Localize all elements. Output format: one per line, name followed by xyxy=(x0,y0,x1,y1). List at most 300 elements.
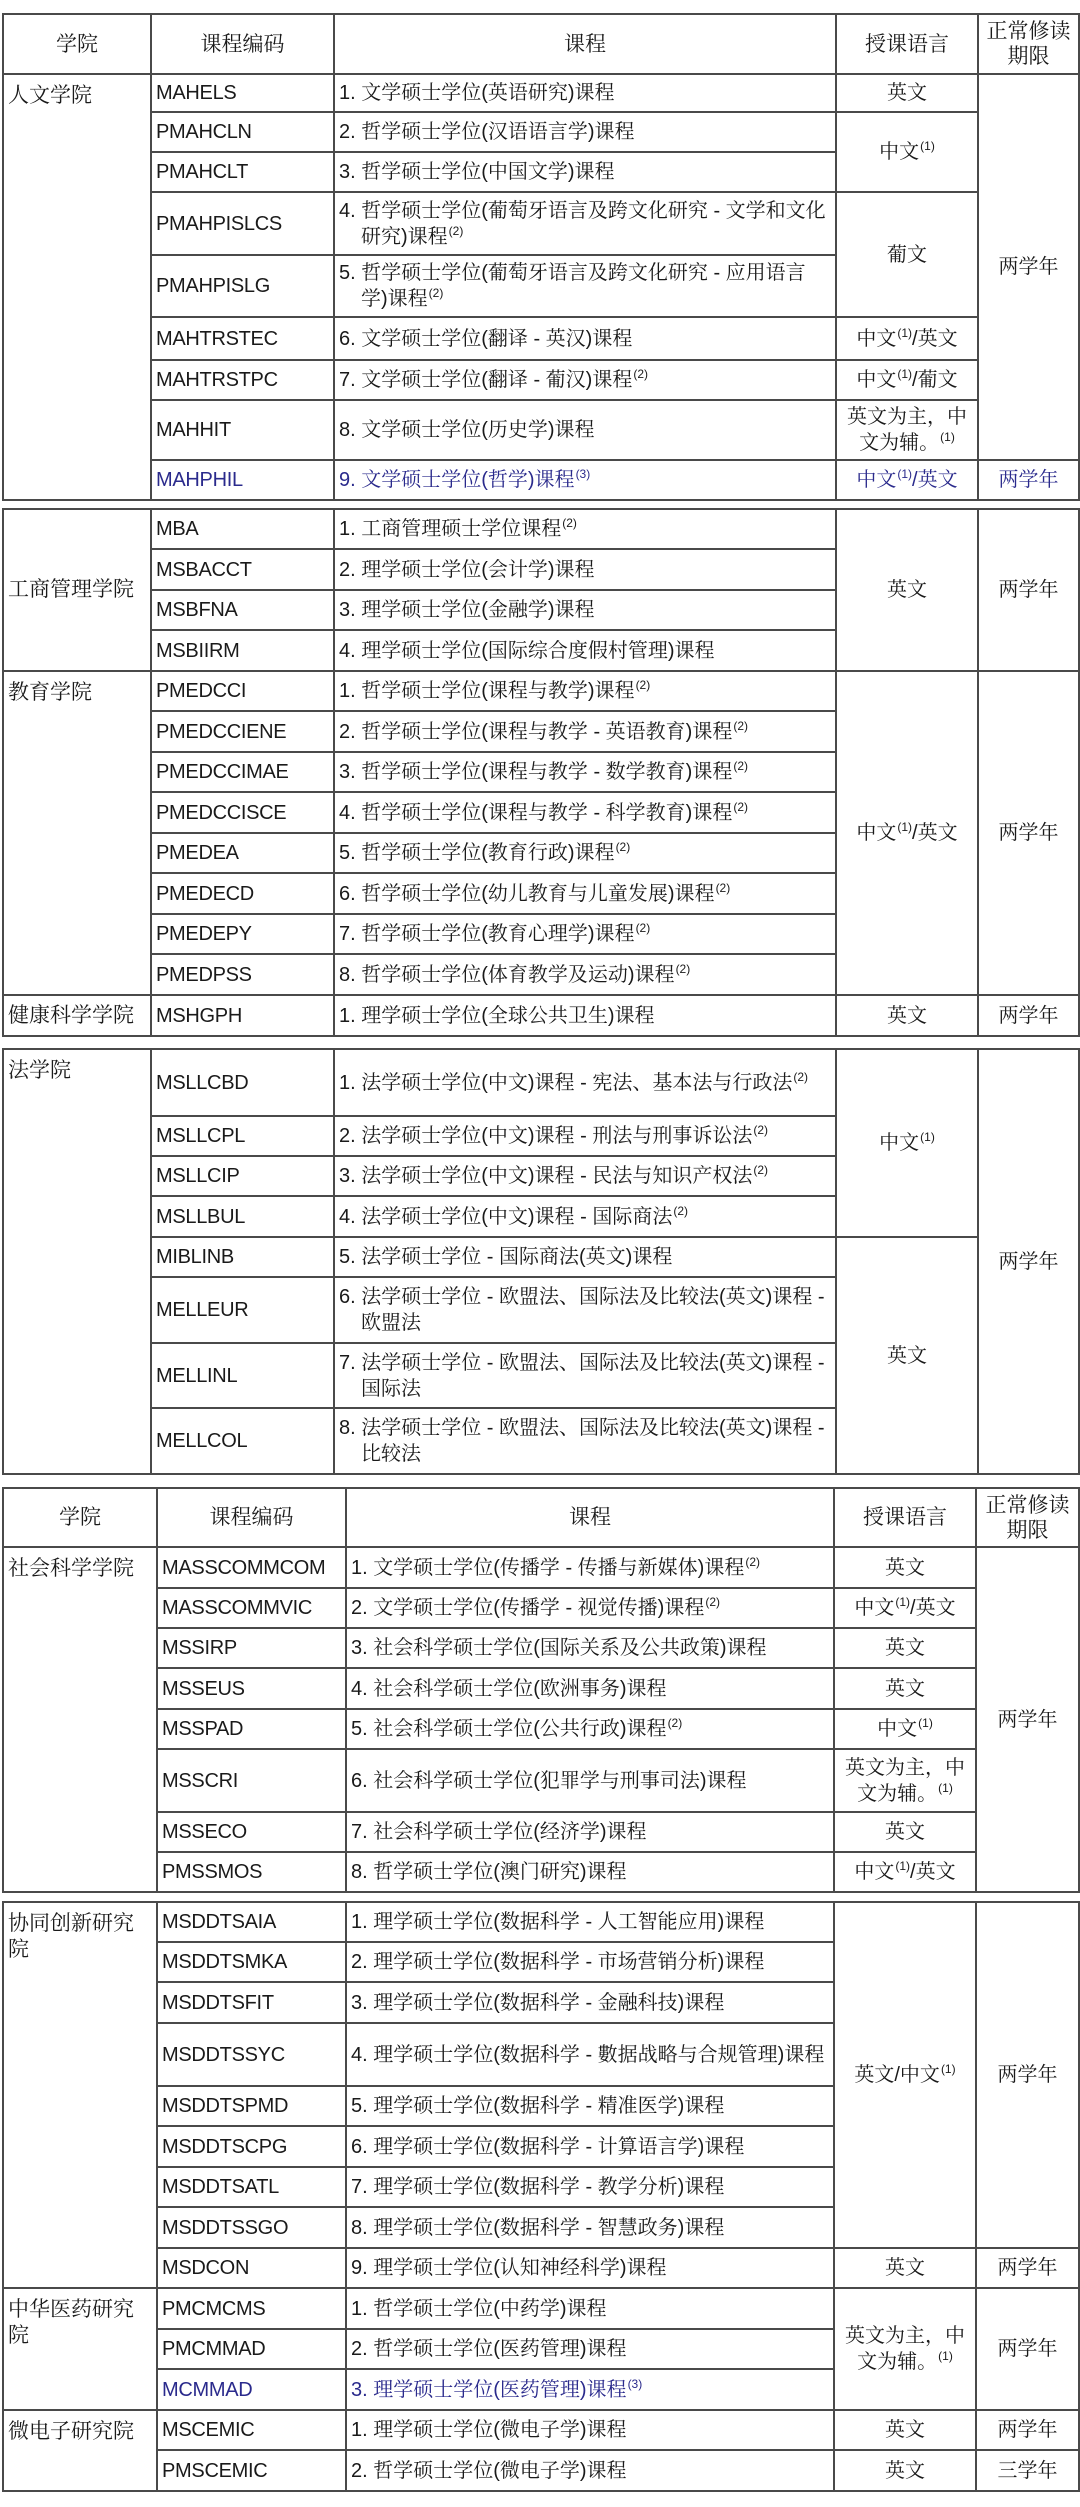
program-code: PMEDECD xyxy=(151,873,334,914)
program-title: 7. 理学硕士学位(数据科学 - 教学分析)课程 xyxy=(351,2176,725,2198)
table-row xyxy=(3,1547,1079,1588)
school-cell: 微电子研究院 xyxy=(3,2410,157,2491)
program-name-text xyxy=(339,759,831,785)
footnote-marker: (1) xyxy=(940,2062,956,2077)
teaching-language xyxy=(834,1547,976,1588)
program-title: 3. 哲学硕士学位(中国文学)课程 xyxy=(339,161,615,183)
program-title: 5. 法学硕士学位 - 国际商法(英文)课程 xyxy=(339,1246,673,1268)
footnote-marker: (1) xyxy=(920,1130,935,1145)
program-name xyxy=(334,1277,836,1343)
header-duration: 正常修读期限 xyxy=(978,14,1079,74)
program-title: 8. 理学硕士学位(数据科学 - 智慧政务)课程 xyxy=(351,2216,725,2239)
table-section xyxy=(2,1901,1078,2492)
program-name-text xyxy=(339,1284,831,1336)
study-duration: 两学年 xyxy=(976,2248,1079,2288)
program-code: MSBFNA xyxy=(151,590,334,630)
teaching-language xyxy=(836,360,978,400)
table-row xyxy=(3,1902,1079,1942)
program-name-text xyxy=(351,1555,829,1581)
table-row xyxy=(3,995,1079,1036)
language-text: 中文 xyxy=(879,141,920,163)
program-title: 4. 哲学硕士学位(课程与教学 - 科学教育)课程 xyxy=(339,801,733,824)
program-name-text xyxy=(339,198,831,250)
table-section xyxy=(2,508,1078,1037)
table-row xyxy=(3,671,1079,711)
footnote-marker: (2) xyxy=(635,678,651,693)
program-title: 1. 理学硕士学位(数据科学 - 人工智能应用)课程 xyxy=(351,1911,765,1933)
program-name xyxy=(346,2167,834,2207)
program-code: MSSIRP xyxy=(157,1628,346,1668)
table-row xyxy=(3,360,1079,400)
program-name xyxy=(334,954,836,995)
teaching-language xyxy=(836,509,978,671)
language-text: 英文 xyxy=(885,1556,925,1579)
program-title: 7. 文学硕士学位(翻译 - 葡汉)课程 xyxy=(339,369,633,391)
program-table xyxy=(2,13,1080,501)
program-code: PMEDEPY xyxy=(151,914,334,954)
table-row xyxy=(3,460,1079,500)
language-text: 英文 xyxy=(885,1821,925,1843)
program-code: MBA xyxy=(151,509,334,549)
program-code: MAHTRSTEC xyxy=(151,317,334,360)
program-code: MSLLBUL xyxy=(151,1196,334,1237)
footnote-marker: (1) xyxy=(897,325,913,340)
program-name xyxy=(346,1852,834,1892)
program-name xyxy=(346,1628,834,1668)
program-name xyxy=(346,2086,834,2126)
program-table xyxy=(2,1048,1080,1475)
program-code: MAHELS xyxy=(151,74,334,112)
language-text: 英文/中文 xyxy=(854,2064,940,2086)
teaching-language xyxy=(834,1749,976,1812)
program-title: 2. 哲学硕士学位(课程与教学 - 英语教育)课程 xyxy=(339,720,733,743)
program-name xyxy=(334,1343,836,1408)
footnote-marker: (2) xyxy=(793,1069,809,1084)
teaching-language xyxy=(836,1237,978,1474)
language-secondary: /葡文 xyxy=(912,369,958,391)
program-name-text xyxy=(351,1716,829,1742)
program-title: 2. 理学硕士学位(数据科学 - 市场营销分析)课程 xyxy=(351,1951,765,1973)
school-cell: 教育学院 xyxy=(3,671,151,995)
program-title: 2. 法学硕士学位(中文)课程 - 刑法与刑事诉讼法 xyxy=(339,1125,753,1147)
table-row xyxy=(3,192,1079,255)
program-name xyxy=(346,1812,834,1852)
study-duration: 两学年 xyxy=(976,1902,1079,2248)
language-text: 英文 xyxy=(887,579,927,601)
footnote-marker: (2) xyxy=(667,1716,683,1731)
program-name-text xyxy=(339,516,831,542)
table-row xyxy=(3,74,1079,112)
program-name-text xyxy=(339,1123,831,1149)
footnote-marker: (2) xyxy=(562,516,577,531)
teaching-language xyxy=(836,1049,978,1237)
program-name xyxy=(346,2450,834,2491)
footnote-marker: (1) xyxy=(938,2349,953,2364)
teaching-language xyxy=(834,1668,976,1709)
program-title: 6. 哲学硕士学位(幼儿教育与儿童发展)课程 xyxy=(339,882,715,905)
program-code: MSDDTSPMD xyxy=(157,2086,346,2126)
program-name xyxy=(346,1942,834,1982)
header-duration: 正常修读期限 xyxy=(976,1488,1079,1547)
program-name-text xyxy=(339,417,831,443)
program-title: 4. 哲学硕士学位(葡萄牙语言及跨文化研究 - 文学和文化研究)课程 xyxy=(339,199,826,248)
program-name xyxy=(334,995,836,1036)
program-title: 1. 文学硕士学位(英语研究)课程 xyxy=(339,82,615,104)
program-name xyxy=(334,317,836,360)
program-name xyxy=(334,873,836,914)
program-title: 5. 社会科学硕士学位(公共行政)课程 xyxy=(351,1718,667,1740)
program-name xyxy=(334,671,836,711)
program-code: MSBACCT xyxy=(151,549,334,590)
program-code: MSBIIRM xyxy=(151,630,334,671)
program-name-text xyxy=(351,2215,829,2241)
table-row xyxy=(3,509,1079,549)
program-title: 2. 哲学硕士学位(微电子学)课程 xyxy=(351,2459,627,2482)
footnote-marker: (2) xyxy=(753,1123,769,1138)
program-title: 4. 社会科学硕士学位(欧洲事务)课程 xyxy=(351,1677,667,1700)
teaching-language xyxy=(834,2288,976,2410)
table-row xyxy=(3,2248,1079,2288)
program-title: 3. 理学硕士学位(医药管理)课程 xyxy=(351,2378,627,2401)
program-name xyxy=(334,1237,836,1277)
program-title: 4. 法学硕士学位(中文)课程 - 国际商法 xyxy=(339,1205,673,1228)
program-code: PMCMMAD xyxy=(157,2329,346,2369)
teaching-language xyxy=(836,192,978,317)
study-duration: 两学年 xyxy=(978,509,1079,671)
program-code: MAHTRSTPC xyxy=(151,360,334,400)
program-code: MELLEUR xyxy=(151,1277,334,1343)
program-name-text xyxy=(351,2134,829,2160)
program-name xyxy=(346,1749,834,1812)
language-text: 中文 xyxy=(856,469,897,491)
footnote-marker: (1) xyxy=(895,1595,911,1610)
footnote-marker: (1) xyxy=(897,820,913,835)
program-name-text xyxy=(339,326,831,352)
header-course: 课程 xyxy=(346,1488,834,1547)
study-duration: 两学年 xyxy=(978,995,1079,1036)
program-title: 8. 哲学硕士学位(澳门研究)课程 xyxy=(351,1861,627,1883)
table-row xyxy=(3,400,1079,460)
program-name-text xyxy=(339,119,831,145)
program-name xyxy=(334,152,836,192)
program-name-text xyxy=(339,159,831,185)
program-name xyxy=(346,2207,834,2248)
program-title: 2. 理学硕士学位(会计学)课程 xyxy=(339,558,595,581)
program-title: 6. 理学硕士学位(数据科学 - 计算语言学)课程 xyxy=(351,2135,745,2158)
program-name xyxy=(334,630,836,671)
program-code: MSSECO xyxy=(157,1812,346,1852)
program-name-text xyxy=(339,921,831,947)
program-title: 5. 哲学硕士学位(教育行政)课程 xyxy=(339,842,615,864)
language-text: 英文为主，中文为辅。 xyxy=(845,2325,965,2373)
table-row xyxy=(3,317,1079,360)
language-text: 中文 xyxy=(856,327,897,350)
header-row xyxy=(3,1488,1079,1547)
program-name-text xyxy=(351,2174,829,2200)
footnote-marker: (1) xyxy=(940,430,955,445)
footnote-marker: (2) xyxy=(715,880,731,895)
program-name xyxy=(334,400,836,460)
program-code: MSSPAD xyxy=(157,1709,346,1749)
program-name xyxy=(334,833,836,873)
language-text: 中文 xyxy=(879,1132,920,1154)
program-title: 6. 文学硕士学位(翻译 - 英汉)课程 xyxy=(339,327,633,350)
program-name-text xyxy=(351,2417,829,2443)
footnote-marker: (2) xyxy=(675,961,691,976)
study-duration: 三学年 xyxy=(976,2450,1079,2491)
program-code: PMAHCLN xyxy=(151,112,334,152)
program-code: MSCEMIC xyxy=(157,2410,346,2450)
program-code: PMAHPISLCS xyxy=(151,192,334,255)
program-title: 9. 文学硕士学位(哲学)课程 xyxy=(339,469,575,491)
program-name xyxy=(334,711,836,752)
footnote-marker: (2) xyxy=(705,1595,721,1610)
program-name-text xyxy=(339,1163,831,1189)
program-code: MCMMAD xyxy=(157,2369,346,2410)
program-name-text xyxy=(339,638,831,664)
teaching-language xyxy=(834,1709,976,1749)
program-code: PMEDCCIENE xyxy=(151,711,334,752)
program-code: PMSSMOS xyxy=(157,1852,346,1892)
table-row xyxy=(3,1049,1079,1116)
header-course: 课程 xyxy=(334,14,836,74)
program-code: MSDCON xyxy=(157,2248,346,2288)
program-name xyxy=(346,2288,834,2329)
language-secondary: /英文 xyxy=(912,327,958,350)
program-name-text xyxy=(351,1819,829,1845)
program-code: PMAHPISLG xyxy=(151,255,334,317)
program-code: MELLINL xyxy=(151,1343,334,1408)
program-title: 4. 理学硕士学位(国际综合度假村管理)课程 xyxy=(339,639,715,662)
program-name-text xyxy=(351,2296,829,2322)
teaching-language xyxy=(834,2450,976,2491)
program-name-text xyxy=(339,1350,831,1402)
program-title: 3. 理学硕士学位(金融学)课程 xyxy=(339,599,595,621)
footnote-marker: (1) xyxy=(897,467,913,482)
table-section xyxy=(2,13,1078,501)
program-code: PMEDCCI xyxy=(151,671,334,711)
program-title: 2. 哲学硕士学位(医药管理)课程 xyxy=(351,2338,627,2360)
language-text: 葡文 xyxy=(887,243,927,266)
program-title: 5. 理学硕士学位(数据科学 - 精准医学)课程 xyxy=(351,2095,725,2117)
program-title: 5. 哲学硕士学位(葡萄牙语言及跨文化研究 - 应用语言学)课程 xyxy=(339,262,806,310)
program-title: 6. 法学硕士学位 - 欧盟法、国际法及比较法(英文)课程 - 欧盟法 xyxy=(339,1286,825,1334)
table-row xyxy=(3,2288,1079,2329)
program-name xyxy=(346,2023,834,2086)
program-title: 1. 理学硕士学位(微电子学)课程 xyxy=(351,2419,627,2441)
program-name xyxy=(334,914,836,954)
table-row xyxy=(3,1852,1079,1892)
footnote-marker: (1) xyxy=(918,1716,933,1731)
language-text: 中文 xyxy=(877,1718,918,1740)
teaching-language xyxy=(834,1902,976,2248)
program-code: MASSCOMMCOM xyxy=(157,1547,346,1588)
school-cell: 人文学院 xyxy=(3,74,151,500)
program-name xyxy=(334,192,836,255)
program-name-text xyxy=(351,1990,829,2016)
footnote-marker: (2) xyxy=(428,286,444,301)
language-text: 英文 xyxy=(885,2419,925,2441)
program-name xyxy=(346,1902,834,1942)
program-name-text xyxy=(351,1635,829,1661)
program-title: 3. 哲学硕士学位(课程与教学 - 数学教育)课程 xyxy=(339,761,733,783)
program-name xyxy=(346,1588,834,1628)
teaching-language xyxy=(836,671,978,995)
language-secondary: /英文 xyxy=(910,1597,956,1619)
program-title: 2. 哲学硕士学位(汉语语言学)课程 xyxy=(339,121,635,143)
language-secondary: /英文 xyxy=(910,1861,956,1883)
program-title: 1. 工商管理硕士学位课程 xyxy=(339,518,562,540)
program-code: MAHHIT xyxy=(151,400,334,460)
footnote-marker: (2) xyxy=(673,1203,689,1218)
program-code: MSDDTSFIT xyxy=(157,1982,346,2023)
program-code: MSLLCIP xyxy=(151,1156,334,1196)
program-name xyxy=(346,2369,834,2410)
program-name-text xyxy=(351,2255,829,2281)
program-name-text xyxy=(351,1676,829,1702)
teaching-language xyxy=(836,317,978,360)
program-title: 9. 理学硕士学位(认知神经科学)课程 xyxy=(351,2257,667,2279)
language-secondary: /英文 xyxy=(912,469,958,491)
study-duration: 两学年 xyxy=(976,1547,1079,1892)
program-name xyxy=(346,2248,834,2288)
school-cell: 社会科学学院 xyxy=(3,1547,157,1892)
teaching-language xyxy=(836,460,978,500)
program-name xyxy=(334,1408,836,1474)
study-duration: 两学年 xyxy=(978,1049,1079,1474)
header-language: 授课语言 xyxy=(836,14,978,74)
program-name-text xyxy=(351,2377,829,2403)
school-cell: 中华医药研究院 xyxy=(3,2288,157,2410)
program-name-text xyxy=(339,800,831,826)
program-name-text xyxy=(339,557,831,583)
program-name-text xyxy=(351,2042,829,2068)
school-cell: 健康科学学院 xyxy=(3,995,151,1036)
program-name xyxy=(346,2329,834,2369)
program-title: 4. 理学硕士学位(数据科学 - 數据战略与合规管理)课程 xyxy=(351,2043,825,2066)
study-duration: 两学年 xyxy=(976,2288,1079,2410)
program-name xyxy=(334,255,836,317)
program-name xyxy=(334,360,836,400)
program-code: PMEDEA xyxy=(151,833,334,873)
program-name-text xyxy=(339,881,831,907)
program-code: MIBLINB xyxy=(151,1237,334,1277)
footnote-marker: (2) xyxy=(448,223,464,238)
table-row xyxy=(3,1588,1079,1628)
study-duration: 两学年 xyxy=(976,2410,1079,2450)
school-cell: 协同创新研究院 xyxy=(3,1902,157,2288)
program-name-text xyxy=(339,678,831,704)
program-code: MSLLCPL xyxy=(151,1116,334,1156)
footnote-marker: (2) xyxy=(635,921,651,936)
table-row xyxy=(3,1237,1079,1277)
teaching-language xyxy=(836,74,978,112)
program-title: 2. 文学硕士学位(传播学 - 视觉传播)课程 xyxy=(351,1597,705,1619)
header-code: 课程编码 xyxy=(151,14,334,74)
program-name xyxy=(334,509,836,549)
teaching-language xyxy=(834,1628,976,1668)
language-text: 中文 xyxy=(856,369,897,391)
footnote-marker: (1) xyxy=(920,139,935,154)
program-code: PMEDCCIMAE xyxy=(151,752,334,792)
program-name xyxy=(334,1196,836,1237)
program-name-text xyxy=(351,1909,829,1935)
language-text: 中文 xyxy=(854,1597,895,1619)
header-school: 学院 xyxy=(3,1488,157,1547)
program-name-text xyxy=(339,1003,831,1029)
program-code: PMEDCCISCE xyxy=(151,792,334,833)
program-name xyxy=(334,549,836,590)
footnote-marker: (2) xyxy=(753,1163,769,1178)
program-name xyxy=(346,2410,834,2450)
program-title: 1. 哲学硕士学位(中药学)课程 xyxy=(351,2297,607,2320)
program-title: 8. 哲学硕士学位(体育教学及运动)课程 xyxy=(339,963,675,986)
table-section xyxy=(2,1048,1078,1475)
table-row xyxy=(3,112,1079,152)
language-text: 英文 xyxy=(887,1344,927,1367)
program-code: MSDDTSAIA xyxy=(157,1902,346,1942)
footnote-marker: (1) xyxy=(897,367,913,382)
program-title: 3. 法学硕士学位(中文)课程 - 民法与知识产权法 xyxy=(339,1165,753,1187)
program-name xyxy=(346,1547,834,1588)
program-title: 7. 法学硕士学位 - 欧盟法、国际法及比较法(英文)课程 - 国际法 xyxy=(339,1351,825,1400)
program-table xyxy=(2,1901,1080,2492)
teaching-language xyxy=(836,400,978,460)
program-name-text xyxy=(351,2458,829,2484)
program-name-text xyxy=(339,1204,831,1230)
program-name-text xyxy=(351,1595,829,1621)
program-title: 7. 哲学硕士学位(教育心理学)课程 xyxy=(339,923,635,945)
program-table xyxy=(2,1487,1080,1893)
program-code: MSSCRI xyxy=(157,1749,346,1812)
program-name xyxy=(334,792,836,833)
program-name xyxy=(334,460,836,500)
program-name xyxy=(346,2126,834,2167)
language-secondary: /英文 xyxy=(912,822,958,844)
language-text: 英文为主，中文为辅。 xyxy=(847,406,967,454)
footnote-marker: (3) xyxy=(627,2376,643,2391)
footnote-marker: (1) xyxy=(938,1780,953,1795)
program-name-text xyxy=(351,1859,829,1885)
program-name-text xyxy=(351,2336,829,2362)
program-name-text xyxy=(339,1415,831,1467)
program-code: MAHPHIL xyxy=(151,460,334,500)
program-title: 1. 文学硕士学位(传播学 - 传播与新媒体)课程 xyxy=(351,1556,745,1579)
program-name-text xyxy=(339,597,831,623)
language-text: 英文为主，中文为辅。 xyxy=(845,1756,965,1805)
program-name xyxy=(334,752,836,792)
program-name-text xyxy=(339,840,831,866)
footnote-marker: (2) xyxy=(733,759,749,774)
program-title: 3. 理学硕士学位(数据科学 - 金融科技)课程 xyxy=(351,1991,725,2014)
school-cell: 法学院 xyxy=(3,1049,151,1474)
program-code: MSDDTSSYC xyxy=(157,2023,346,2086)
study-duration: 两学年 xyxy=(978,671,1079,995)
teaching-language xyxy=(836,995,978,1036)
program-name xyxy=(334,74,836,112)
footnote-marker: (2) xyxy=(745,1554,761,1569)
program-title: 8. 文学硕士学位(历史学)课程 xyxy=(339,419,595,441)
table-row xyxy=(3,1709,1079,1749)
program-name-text xyxy=(351,1949,829,1975)
footnote-marker: (3) xyxy=(575,467,591,482)
footnote-marker: (1) xyxy=(895,1859,911,1874)
study-duration: 两学年 xyxy=(978,460,1079,500)
teaching-language xyxy=(834,1588,976,1628)
teaching-language xyxy=(834,2248,976,2288)
language-text: 英文 xyxy=(885,2459,925,2482)
program-name xyxy=(334,1049,836,1116)
